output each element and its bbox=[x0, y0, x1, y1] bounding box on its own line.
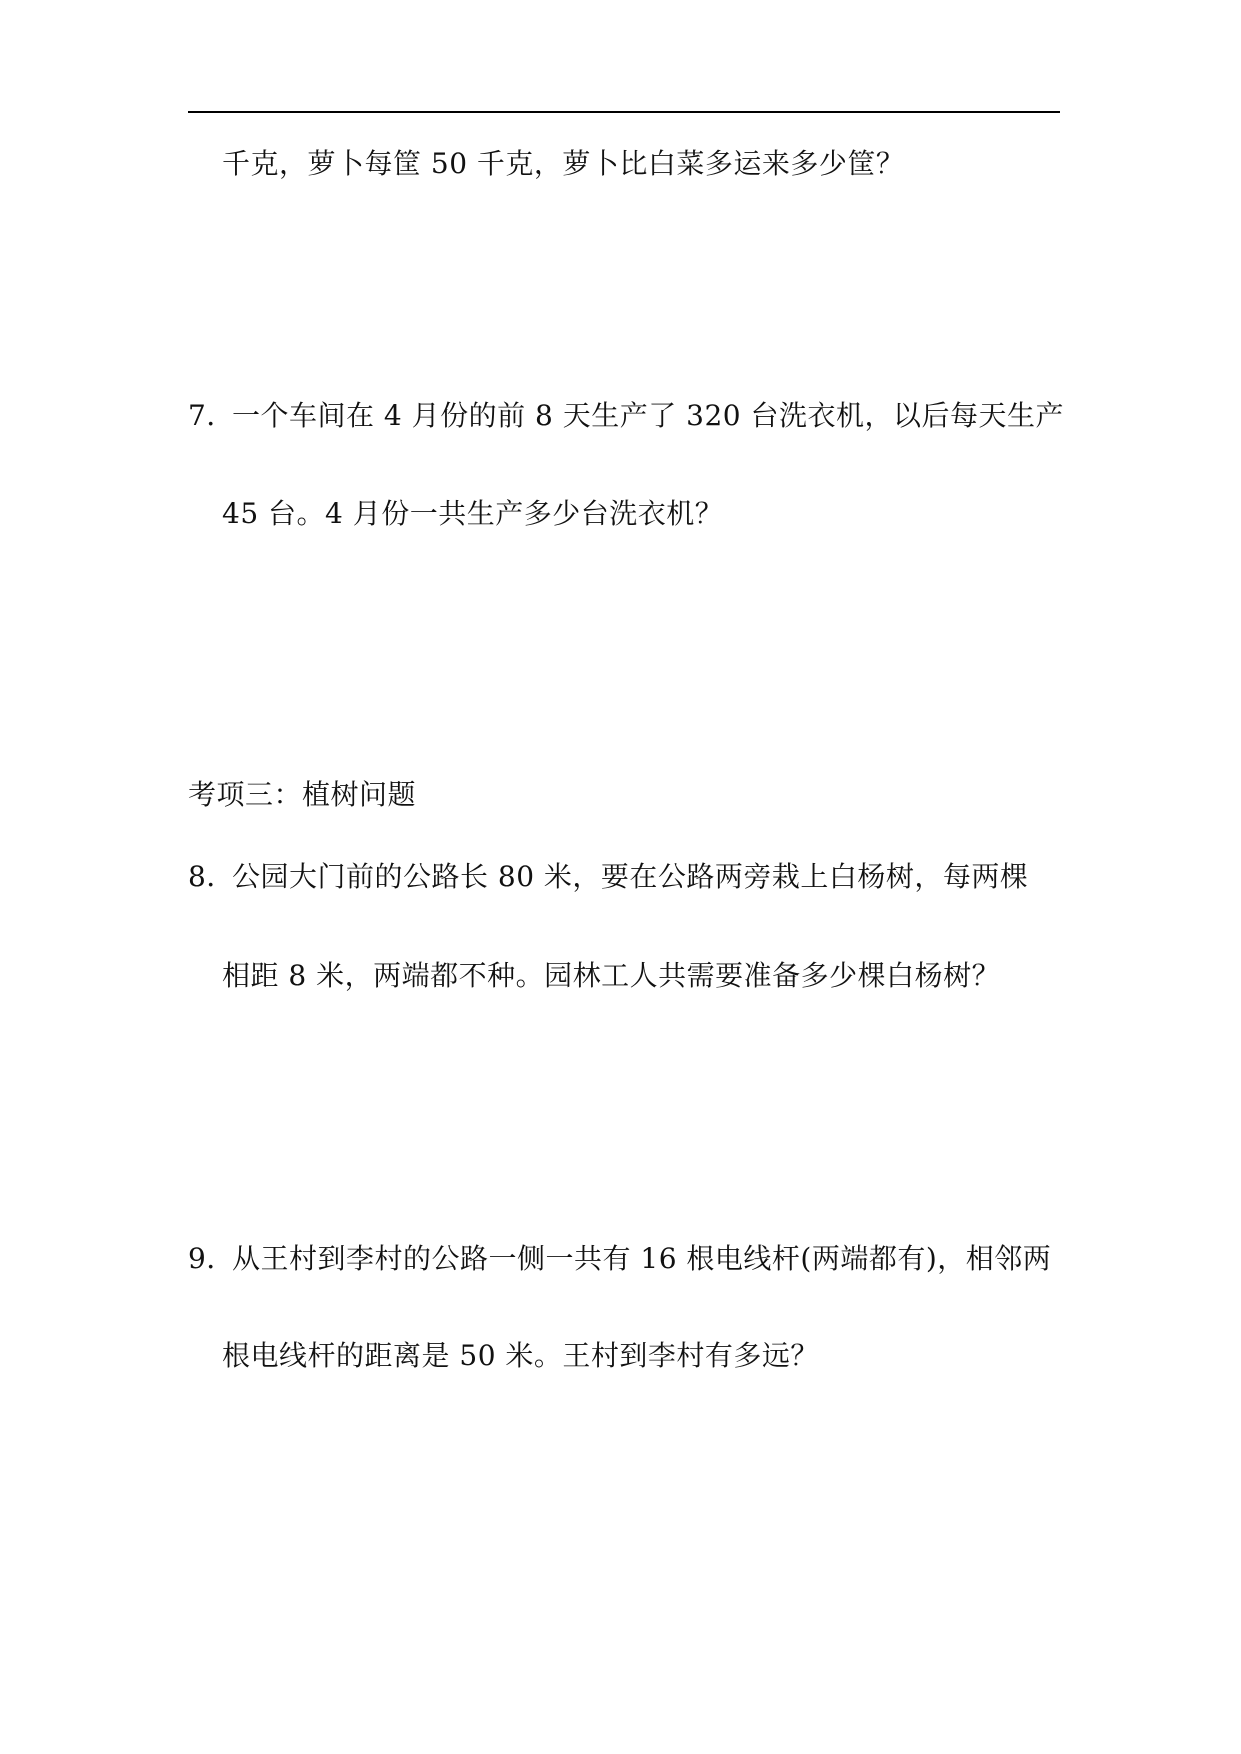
header-rule bbox=[188, 111, 1060, 113]
question-8-number: 8． bbox=[188, 860, 235, 893]
question-7-text-2: 45 台。4 月份一共生产多少台洗衣机？ bbox=[222, 497, 724, 530]
question-9-line-1 bbox=[188, 1239, 1051, 1279]
question-7-line-1 bbox=[188, 396, 1064, 436]
question-8-line-1 bbox=[188, 857, 1028, 897]
question-7-text-1: 一个车间在 4 月份的前 8 天生产了 320 台洗衣机，以后每天生产 bbox=[232, 399, 1064, 432]
question-8-text-1: 公园大门前的公路长 80 米，要在公路两旁栽上白杨树，每两棵 bbox=[232, 860, 1029, 893]
question-9-number: 9． bbox=[188, 1242, 235, 1275]
section-title: 考项三：植树问题 bbox=[188, 778, 417, 811]
question-7-number: 7． bbox=[188, 399, 235, 432]
question-8-text-2: 相距 8 米，两端都不种。园林工人共需要准备多少棵白杨树？ bbox=[222, 959, 1001, 992]
continued-question-text: 千克，萝卜每筐 50 千克，萝卜比白菜多运来多少筐？ bbox=[222, 147, 905, 180]
question-9-text-2: 根电线杆的距离是 50 米。王村到李村有多远？ bbox=[222, 1339, 819, 1372]
question-9-text-1: 从王村到李村的公路一侧一共有 16 根电线杆(两端都有)，相邻两 bbox=[232, 1242, 1052, 1275]
